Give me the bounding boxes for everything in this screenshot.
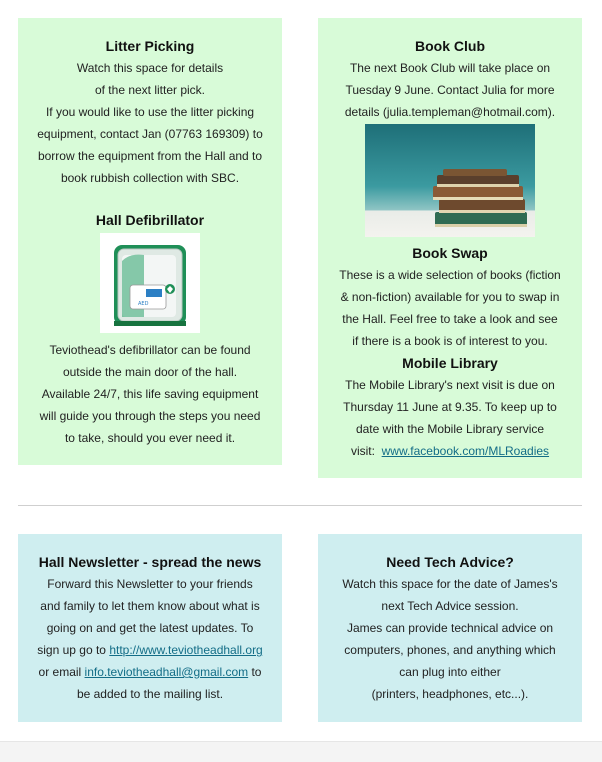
tech-line: James can provide technical advice on bbox=[346, 621, 554, 635]
bookclub-line: details (julia.templeman@hotmail.com). bbox=[344, 105, 556, 119]
bookswap-line: These is a wide selection of books (fiction bbox=[339, 268, 561, 282]
footer-bar bbox=[0, 741, 602, 762]
email-link[interactable]: info.teviotheadhall@gmail.com bbox=[84, 665, 249, 679]
defib-title: Hall Defibrillator bbox=[95, 212, 205, 228]
bookclub-line: Tuesday 9 June. Contact Julia for more bbox=[345, 83, 555, 97]
newsletter-line: and family to let them know about what is bbox=[40, 599, 260, 613]
tech-line: Watch this space for the date of James's bbox=[342, 577, 558, 591]
website-link[interactable]: http://www.teviotheadhall.org bbox=[109, 643, 263, 657]
bookswap-line: the Hall. Feel free to take a look and see bbox=[342, 312, 558, 326]
defib-line: Available 24/7, this life saving equipment bbox=[41, 387, 259, 401]
tech-panel bbox=[318, 534, 582, 722]
newsletter-panel bbox=[18, 534, 282, 722]
signup-prefix: sign up go to bbox=[37, 643, 110, 657]
library-title: Mobile Library bbox=[402, 355, 498, 371]
litter-line: of the next litter pick. bbox=[94, 83, 206, 97]
tech-line: next Tech Advice session. bbox=[381, 599, 519, 613]
library-line: Thursday 11 June at 9.35. To keep up to bbox=[343, 400, 557, 414]
defib-line: Teviothead's defibrillator can be found bbox=[49, 343, 251, 357]
books-panel bbox=[318, 18, 582, 478]
newsletter-line: going on and get the latest updates. To bbox=[46, 621, 254, 635]
books-image bbox=[365, 124, 535, 237]
litter-title: Litter Picking bbox=[105, 38, 195, 54]
defibrillator-image bbox=[100, 233, 200, 333]
library-line: The Mobile Library's next visit is due on bbox=[345, 378, 555, 392]
newsletter-line: be added to the mailing list. bbox=[76, 687, 224, 701]
section-divider bbox=[18, 505, 582, 506]
newsletter-title: Hall Newsletter - spread the news bbox=[38, 554, 262, 570]
tech-line: (printers, headphones, etc...). bbox=[371, 687, 529, 701]
aed-label: AED bbox=[138, 301, 149, 307]
litter-line: borrow the equipment from the Hall and to bbox=[37, 149, 263, 163]
email-suffix: to bbox=[248, 665, 262, 679]
litter-line: If you would like to use the litter picking bbox=[45, 105, 255, 119]
tech-title: Need Tech Advice? bbox=[386, 554, 514, 570]
tech-line: computers, phones, and anything which bbox=[344, 643, 556, 657]
bookclub-line: The next Book Club will take place on bbox=[349, 61, 551, 75]
library-line: date with the Mobile Library service bbox=[355, 422, 545, 436]
newsletter-signup-line bbox=[18, 639, 282, 661]
library-visit-line bbox=[318, 440, 582, 462]
litter-defib-panel bbox=[18, 18, 282, 465]
defib-line: outside the main door of the hall. bbox=[62, 365, 238, 379]
newsletter-email-line bbox=[18, 661, 282, 683]
bookswap-title: Book Swap bbox=[412, 245, 488, 261]
bookclub-title: Book Club bbox=[415, 38, 485, 54]
bookswap-line: if there is a book is of interest to you. bbox=[352, 334, 548, 348]
litter-line: Watch this space for details bbox=[76, 61, 224, 75]
litter-line: equipment, contact Jan (07763 169309) to bbox=[37, 127, 263, 141]
email-prefix: or email bbox=[38, 665, 85, 679]
defib-line: will guide you through the steps you need bbox=[39, 409, 261, 423]
defib-line: to take, should you ever need it. bbox=[64, 431, 236, 445]
tech-line: can plug into either bbox=[399, 665, 501, 679]
newsletter-line: Forward this Newsletter to your friends bbox=[47, 577, 253, 591]
bookswap-line: & non-fiction) available for you to swap in bbox=[340, 290, 560, 304]
facebook-link[interactable]: www.facebook.com/MLRoadies bbox=[381, 444, 550, 458]
visit-prefix: visit: bbox=[350, 444, 382, 458]
litter-line: book rubbish collection with SBC. bbox=[60, 171, 240, 185]
